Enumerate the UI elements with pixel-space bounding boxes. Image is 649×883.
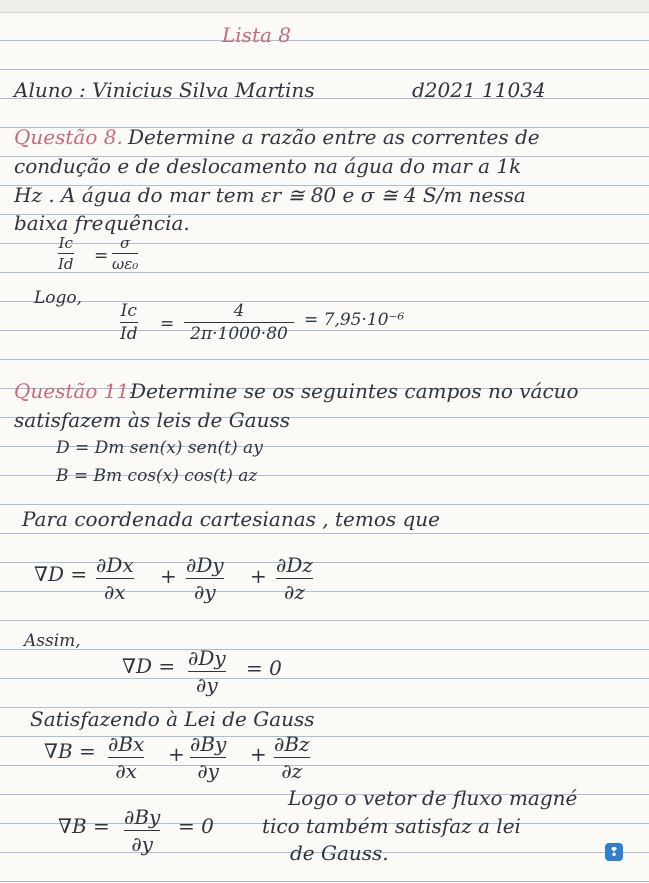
fraction-bar xyxy=(120,322,138,323)
q11-field-d: D = Dm sen(x) sen(t) ay xyxy=(56,438,263,458)
q11-divd2-fraction xyxy=(188,646,226,697)
fraction-bar xyxy=(186,578,224,579)
q11-divd-term3-den: ∂z xyxy=(284,580,305,604)
plus-sign: + xyxy=(168,742,185,766)
q11-title: Questão 11- xyxy=(14,379,136,403)
q8-line4: baixa frequência. xyxy=(14,211,190,235)
q11-divd2-lhs: ∇D = xyxy=(122,654,176,678)
q11-divb-term1-den: ∂x xyxy=(115,759,137,783)
q11-divd-term2-den: ∂y xyxy=(194,580,216,604)
q8-eq2-lhs-num: Ic xyxy=(120,301,137,321)
q11-divb2-den: ∂y xyxy=(131,832,153,856)
fraction-bar xyxy=(274,757,310,758)
q11-divd2-den: ∂y xyxy=(196,673,218,697)
q11-divb-term2-den: ∂y xyxy=(197,759,219,783)
q11-divb2-num: ∂By xyxy=(124,805,161,829)
fraction-bar xyxy=(190,757,226,758)
q11-divb-lhs: ∇B = xyxy=(44,739,96,763)
fraction-bar xyxy=(124,830,160,831)
q11-divb-term1-num: ∂Bx xyxy=(108,732,145,756)
q11-line1: Determine se os seguintes campos no vácuo xyxy=(130,379,579,403)
q11-divd-term2 xyxy=(186,553,224,604)
q8-eq2-num: 4 xyxy=(233,301,245,321)
q8-eq2-lhs xyxy=(120,301,138,344)
plus-sign: + xyxy=(160,564,177,588)
q11-field-b: B = Bm cos(x) cos(t) az xyxy=(56,466,258,486)
q11-divb-term3-num: ∂Bz xyxy=(274,732,310,756)
q11-line2: satisfazem às leis de Gauss xyxy=(14,408,291,432)
plus-sign: + xyxy=(250,742,267,766)
q11-divb-term2-num: ∂By xyxy=(190,732,227,756)
q11-divb2-fraction xyxy=(124,805,160,856)
page-top-margin xyxy=(0,0,649,13)
q11-tico: tico também satisfaz a lei xyxy=(262,814,521,838)
student-name: Aluno : Vinicius Silva Martins xyxy=(14,78,315,102)
fraction-bar xyxy=(184,322,294,323)
q11-divb2-result: = 0 xyxy=(178,814,214,838)
q8-line1: Determine a razão entre as correntes de xyxy=(128,125,540,149)
q8-eq1-lhs-num: Ic xyxy=(58,234,73,252)
fraction-bar xyxy=(276,578,313,579)
q8-eq1-lhs-den: Id xyxy=(58,255,74,273)
q11-logo-vetor: Logo o vetor de fluxo magné xyxy=(288,786,578,810)
fraction-bar xyxy=(58,253,74,254)
q8-eq2-result: = 7,95·10⁻⁶ xyxy=(304,310,405,330)
q8-line3: Hz . A água do mar tem εr ≅ 80 e σ ≅ 4 S/m nessa xyxy=(14,183,526,207)
q11-divb-term3-den: ∂z xyxy=(281,759,303,783)
fraction-bar xyxy=(112,253,138,254)
q8-eq2-fraction xyxy=(184,301,294,344)
page-title: Lista 8 xyxy=(222,23,291,47)
q11-divd2-result: = 0 xyxy=(246,656,282,680)
fraction-bar xyxy=(188,671,226,672)
q8-logo: Logo, xyxy=(34,288,83,308)
fraction-bar xyxy=(108,757,144,758)
q8-eq2-lhs-den: Id xyxy=(120,324,138,344)
q8-line2: condução e de deslocamento na água do mar a 1k xyxy=(14,154,522,178)
plus-sign: + xyxy=(250,564,267,588)
q11-satisfaz: Satisfazendo à Lei de Gauss xyxy=(30,707,315,731)
q11-assim: Assim, xyxy=(24,631,81,651)
fraction-bar xyxy=(96,578,134,579)
q8-title: Questão 8. xyxy=(14,125,123,149)
q11-divb-term1 xyxy=(108,732,144,783)
q8-eq1-rhs xyxy=(112,234,138,273)
q8-eq1-rhs-den: ωε₀ xyxy=(112,255,139,273)
q11-divd-term3 xyxy=(276,553,313,604)
q11-divb-term2 xyxy=(190,732,226,783)
q8-eq2-den: 2π·1000·80 xyxy=(190,324,288,344)
q11-divd2-num: ∂Dy xyxy=(188,646,226,670)
student-id: d2021 11034 xyxy=(412,78,546,102)
q11-divb2-lhs: ∇B = xyxy=(58,814,110,838)
q11-divd-term1 xyxy=(96,553,134,604)
q8-eq2-equals: = xyxy=(160,314,175,334)
q11-divd-lhs: ∇D = xyxy=(34,562,88,586)
q11-gauss: de Gauss. xyxy=(290,841,389,865)
q11-divb-term3 xyxy=(274,732,310,783)
feedback-badge-icon[interactable]: ❢ xyxy=(605,843,623,861)
q8-eq1-lhs xyxy=(58,234,74,273)
q11-divd-term3-num: ∂Dz xyxy=(276,553,313,577)
q8-eq1-equals: = xyxy=(94,246,109,266)
q11-divd-term1-den: ∂x xyxy=(104,580,126,604)
q11-divd-term1-num: ∂Dx xyxy=(96,553,134,577)
q11-divd-term2-num: ∂Dy xyxy=(186,553,224,577)
q11-cartesian: Para coordenada cartesianas , temos que xyxy=(22,507,440,531)
q8-eq1-rhs-num: σ xyxy=(120,234,131,252)
